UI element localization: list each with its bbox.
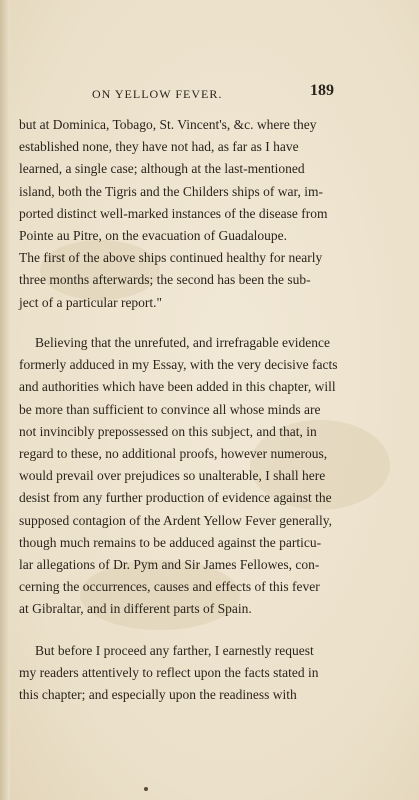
text-line: ported distinct well-marked instances of the disease from (19, 205, 328, 221)
paragraph-3 (19, 640, 389, 707)
running-header: ON YELLOW FEVER. (92, 87, 223, 101)
paragraph-1 (19, 114, 389, 314)
text-line: Believing that the unrefuted, and irrefragable evidence (35, 335, 330, 350)
text-line: not invincibly prepossessed on this subject, and that, in (19, 423, 317, 439)
text-line: formerly adduced in my Essay, with the very decisive facts (19, 357, 338, 373)
text-line: The first of the above ships continued healthy for nearly (19, 250, 323, 266)
text-line: though much remains to be adduced against the particu- (19, 534, 322, 550)
text-line: ject of a particular report." (19, 294, 163, 310)
text-line: three months afterwards; the second has been the sub- (19, 272, 311, 288)
text-line: supposed contagion of the Ardent Yellow Fever generally, (19, 512, 332, 528)
text-line: would prevail over prejudices so unalterable, I shall here (19, 468, 326, 484)
text-line: at Gibraltar, and in different parts of Spain. (19, 601, 252, 617)
text-line: regard to these, no additional proofs, however numerous, (19, 446, 328, 462)
text-line: and authorities which have been added in this chapter, will (19, 379, 336, 395)
text-line: desist from any further production of evidence against the (19, 490, 332, 506)
text-line: But before I proceed any farther, I earnestly request (35, 643, 314, 658)
text-line: my readers attentively to reflect upon the facts stated in (19, 665, 319, 681)
text-line: learned, a single case; although at the last-mentioned (19, 161, 305, 177)
text-line: established none, they have not had, as far as I have (19, 139, 299, 155)
text-line: be more than sufficient to convince all whose minds are (19, 401, 321, 417)
page-number: 189 (310, 82, 334, 99)
text-line: lar allegations of Dr. Pym and Sir James Fellowes, con- (19, 557, 320, 573)
text-line: cerning the occurrences, causes and effects of this fever (19, 579, 320, 595)
page-gutter (0, 0, 10, 800)
text-line: island, both the Tigris and the Childers ships of war, im- (19, 183, 323, 199)
ink-dot (144, 787, 148, 791)
paragraph-2 (19, 332, 389, 621)
text-line: but at Dominica, Tobago, St. Vincent's, &c. where they (19, 117, 317, 132)
text-line: Pointe au Pitre, on the evacuation of Guadaloupe. (19, 228, 288, 244)
text-line: this chapter; and especially upon the readiness with (19, 687, 297, 703)
